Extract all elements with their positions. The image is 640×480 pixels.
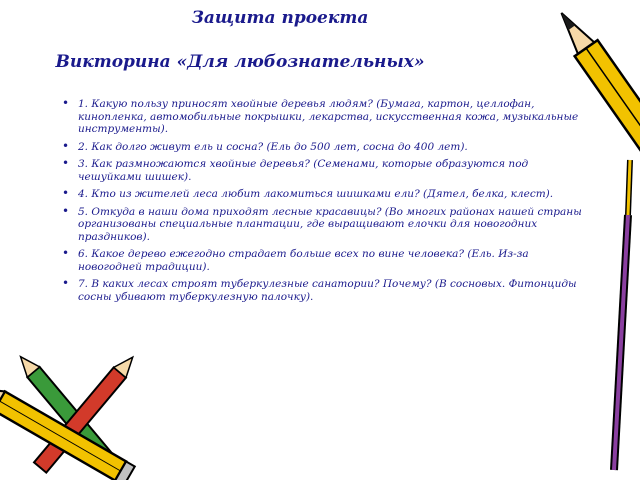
slide-subtitle: Викторина «Для любознательных»	[55, 52, 425, 72]
question-item: • 5. Откуда в наши дома приходят лесные красавицы? (Во многих районах нашей страны организованы специальные плантации, где выращивают елочки для новогодних праздников).	[62, 206, 582, 244]
question-item: • 4. Кто из жителей леса любит лакомиться шишками ели? (Дятел, белка, клест).	[62, 188, 582, 201]
question-item: • 1. Какую пользу приносят хвойные деревья людям? (Бумага, картон, целлофан, кинопленка, автомобильные покрышки, лекарства, искусственная кожа, музыкальные инструменты).	[62, 98, 582, 136]
question-item: • 6. Какое дерево ежегодно страдает больше всех по вине человека? (Ель. Из-за новогодней традиции).	[62, 248, 582, 273]
slide-title: Защита проекта	[191, 8, 369, 28]
question-item: • 7. В каких лесах строят туберкулезные санатории? Почему? (В сосновых. Фитонциды сосны убивают туберкулезную палочку).	[62, 278, 582, 303]
question-item: • 2. Как долго живут ель и сосна? (Ель до 500 лет, сосна до 400 лет).	[62, 141, 582, 154]
question-item: • 3. Как размножаются хвойные деревья? (Семенами, которые образуются под чешуйками шишек).	[62, 158, 582, 183]
